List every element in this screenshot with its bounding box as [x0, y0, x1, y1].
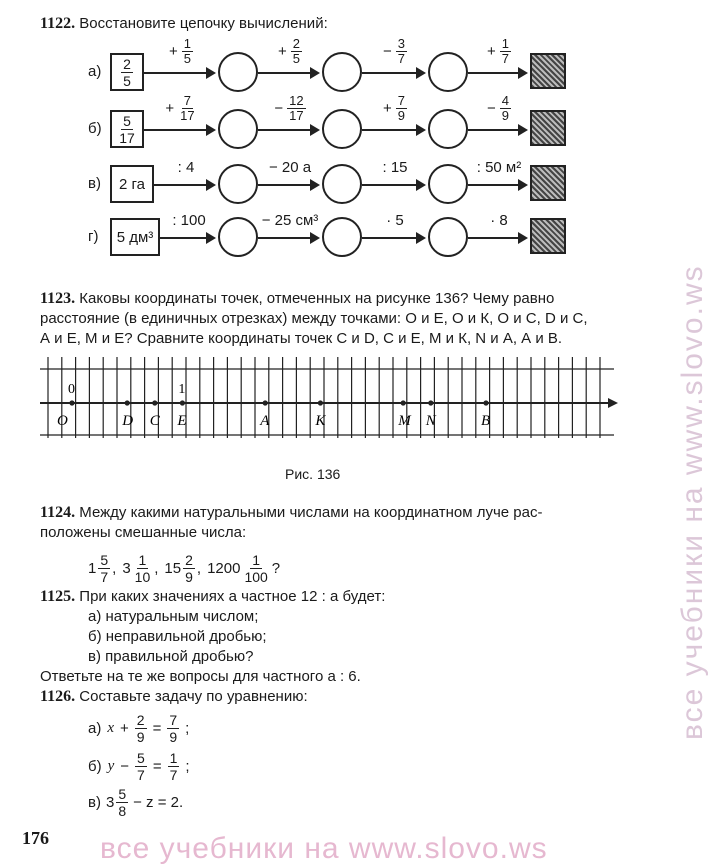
fraction [135, 750, 147, 783]
numerator: 1 [183, 36, 191, 51]
result-circle [218, 109, 258, 149]
whole-part: 3 [122, 560, 131, 577]
final-result-box [530, 165, 566, 201]
numerator: 1 [501, 36, 509, 51]
chain-arrow [468, 184, 526, 186]
operation-sign: − [487, 100, 496, 117]
denominator: 9 [136, 729, 145, 745]
point-n [428, 400, 433, 405]
numerator: 2 [292, 36, 300, 51]
chain-arrow [144, 129, 214, 131]
result-circle [322, 109, 362, 149]
chain-arrow [144, 72, 214, 74]
fraction [182, 37, 193, 66]
start-box [110, 110, 144, 148]
point-e [180, 400, 185, 405]
numerator: 7 [169, 712, 178, 728]
fraction [500, 37, 511, 66]
whole-part: 1 [88, 560, 97, 577]
fraction [116, 786, 128, 819]
operation-sign: + [278, 43, 287, 60]
problem-1126-heading [40, 687, 308, 707]
operation-sign: + [487, 43, 496, 60]
coordinate-ray-figure [40, 355, 620, 450]
variable: y [107, 758, 115, 774]
denominator: 9 [397, 108, 405, 123]
problem-number: 1123. [40, 290, 76, 307]
numerator: 7 [397, 93, 405, 108]
operation-label: : 50 м² [476, 159, 522, 176]
mixed-number [106, 786, 128, 819]
watermark-bottom: все учебники на www.slovo.ws [100, 832, 548, 865]
whole-part: 3 [105, 794, 115, 811]
fraction [167, 712, 179, 745]
operation-label [260, 37, 320, 66]
operation-label: : 15 [382, 159, 408, 176]
separator: ? [271, 560, 281, 577]
point-o [69, 400, 74, 405]
fraction [168, 750, 180, 783]
numerator: 5 [118, 786, 127, 802]
operation-sign: + [165, 100, 175, 117]
point-k [318, 400, 323, 405]
operation-label [365, 94, 425, 123]
mixed-number [88, 552, 116, 585]
point-label-o: O [57, 413, 68, 429]
denominator: 8 [118, 803, 127, 819]
equation-row [88, 786, 183, 819]
separator: , [112, 560, 117, 577]
operation-label: − 25 см³ [261, 212, 319, 229]
start-box: 2 га [110, 165, 154, 203]
start-box: 5 дм³ [110, 218, 160, 256]
operation-label [151, 94, 211, 123]
denominator: 10 [134, 569, 151, 585]
fraction [396, 37, 407, 66]
fraction [500, 94, 511, 123]
operation-label: : 4 [177, 159, 195, 176]
result-circle [428, 217, 468, 257]
watermark-side-text: все учебники на www.slovo.ws [676, 264, 709, 740]
equation-row [88, 712, 189, 745]
point-label-b: B [481, 413, 491, 429]
chain-arrow [258, 129, 318, 131]
terminator: ; [185, 720, 190, 737]
equation-label: в) [88, 794, 101, 811]
denominator: 17 [289, 108, 304, 123]
problem-line: Каковы координаты точек, отмеченных на рисунке 136? Чему равно [79, 290, 555, 307]
whole-part: 1200 [207, 560, 241, 577]
row-label: г) [88, 228, 99, 245]
tick-label-1: 1 [178, 382, 186, 397]
chain-arrow [468, 237, 526, 239]
page-number: 176 [22, 828, 49, 848]
final-result-box [530, 53, 566, 89]
problem-line: А и Е, М и Е? Сравните координаты точек С и D, С и Е, М и К, N и А, А и В. [40, 330, 563, 347]
chain-arrow [362, 237, 424, 239]
point-c [152, 400, 157, 405]
problem-line: Между какими натуральными числами на координатном луче рас- [79, 504, 543, 521]
denominator: 100 [244, 569, 268, 585]
operator: − [120, 758, 130, 775]
result-circle [428, 52, 468, 92]
operation-label [469, 94, 529, 123]
answer-option: в) правильной дробью? [88, 648, 254, 665]
separator: , [196, 560, 202, 577]
numerator: 1 [169, 750, 178, 766]
point-label-m: M [398, 413, 411, 429]
tick-label-0: 0 [68, 382, 75, 397]
chain-arrow [258, 237, 318, 239]
numerator: 4 [501, 93, 509, 108]
numerator: 3 [397, 36, 405, 51]
operation-label: : 100 [172, 212, 206, 229]
whole-part: 15 [164, 560, 182, 577]
point-d [125, 400, 130, 405]
problem-number: 1124. [40, 504, 76, 521]
denominator: 9 [169, 729, 178, 745]
denominator: 7 [100, 569, 109, 585]
chain-arrow [468, 72, 526, 74]
numerator: 1 [252, 552, 261, 568]
fraction [98, 552, 110, 585]
chain-arrow [258, 184, 318, 186]
denominator: 5 [292, 51, 300, 66]
problem-number: 1126. [40, 688, 76, 705]
operation-sign: + [169, 43, 178, 60]
answer-option: а) натуральным числом; [88, 608, 259, 625]
problem-1124-text [40, 503, 640, 543]
operator: + [120, 720, 129, 737]
problem-line: положены смешанные числа: [40, 524, 247, 541]
equals-sign: = [152, 720, 162, 737]
point-label-k: K [315, 413, 326, 429]
denominator: 7 [169, 767, 178, 783]
point-label-d: D [122, 413, 134, 429]
chain-arrow [258, 72, 318, 74]
denominator: 7 [137, 767, 145, 783]
row-label: б) [88, 120, 102, 137]
problem-line: Ответьте на те же вопросы для частного а : 6. [40, 668, 361, 685]
fraction [178, 94, 196, 123]
denominator: 17 [180, 108, 195, 123]
point-label-c: C [149, 413, 160, 429]
mixed-number [122, 552, 158, 585]
result-circle [322, 52, 362, 92]
row-label: в) [88, 175, 101, 192]
numerator: 2 [185, 552, 193, 568]
chain-arrow [160, 237, 214, 239]
axis-arrow [608, 398, 618, 408]
fraction [291, 37, 302, 66]
equals-sign: = [152, 758, 162, 775]
answer-option: б) неправильной дробью; [88, 628, 267, 645]
operation-label [151, 37, 211, 66]
point-label-e: E [177, 413, 187, 429]
numerator: 2 [123, 55, 131, 72]
operation-label: · 5 [386, 212, 404, 229]
denominator: 5 [183, 51, 191, 66]
final-result-box [530, 218, 566, 254]
result-circle [218, 164, 258, 204]
equation-row [88, 750, 190, 783]
operation-label [260, 94, 320, 123]
problem-number: 1122. [40, 15, 76, 32]
chain-arrow [468, 129, 526, 131]
result-circle [428, 164, 468, 204]
numerator: 5 [100, 552, 109, 568]
operation-label [469, 37, 529, 66]
problem-text: Составьте задачу по уравнению: [79, 688, 308, 705]
point-label-n: N [425, 413, 436, 429]
numerator: 7 [183, 93, 191, 108]
fraction [183, 552, 195, 585]
equation-rest: − z = 2. [133, 794, 184, 811]
problem-1122-heading [40, 14, 328, 34]
denominator: 7 [501, 51, 509, 66]
numerator: 1 [138, 552, 147, 568]
fraction [242, 552, 269, 585]
problem-1123-text [40, 289, 640, 349]
mixed-numbers [88, 552, 280, 585]
point-m [401, 400, 406, 405]
equation-label: б) [88, 758, 102, 775]
operation-label [365, 37, 425, 66]
start-box [110, 53, 144, 91]
fraction [287, 94, 305, 123]
chain-arrow [154, 184, 214, 186]
watermark-side [646, 120, 709, 740]
denominator: 9 [501, 108, 509, 123]
figure-caption: Рис. 136 [285, 466, 341, 482]
result-circle [322, 164, 362, 204]
fraction [133, 552, 153, 585]
problem-text: Восстановите цепочку вычислений: [79, 15, 328, 32]
chain-arrow [362, 184, 424, 186]
numerator: 12 [289, 93, 304, 108]
operation-sign: + [383, 100, 392, 117]
operation-label: · 8 [490, 212, 508, 229]
chain-arrow [362, 129, 424, 131]
problem-number: 1125. [40, 588, 76, 605]
point-label-a: A [260, 413, 270, 429]
denominator: 9 [185, 569, 193, 585]
terminator: ; [185, 758, 190, 775]
chain-arrow [362, 72, 424, 74]
denominator: 5 [123, 72, 131, 89]
operation-sign: − [274, 100, 284, 117]
problem-1125-text [40, 587, 640, 687]
result-circle [322, 217, 362, 257]
problem-line: При каких значениях а частное 12 : а будет: [79, 588, 386, 605]
point-a [263, 400, 268, 405]
equation-label: а) [88, 720, 102, 737]
fraction [121, 56, 133, 89]
problem-line: расстояние (в единичных отрезках) между точками: О и Е, О и К, О и С, D и С, [40, 310, 588, 327]
row-label: а) [88, 63, 102, 80]
fraction [135, 712, 147, 745]
fraction [396, 94, 407, 123]
denominator: 7 [397, 51, 405, 66]
point-b [483, 400, 488, 405]
result-circle [218, 217, 258, 257]
mixed-number [164, 552, 201, 585]
operation-label: − 20 а [268, 159, 312, 176]
denominator: 17 [119, 129, 135, 146]
result-circle [218, 52, 258, 92]
variable: x [107, 720, 115, 736]
mixed-number [207, 552, 280, 585]
numerator: 5 [123, 112, 131, 129]
fraction [117, 113, 137, 146]
separator: , [154, 560, 159, 577]
numerator: 5 [137, 750, 145, 766]
operation-sign: − [383, 43, 392, 60]
final-result-box [530, 110, 566, 146]
numerator: 2 [136, 712, 145, 728]
result-circle [428, 109, 468, 149]
